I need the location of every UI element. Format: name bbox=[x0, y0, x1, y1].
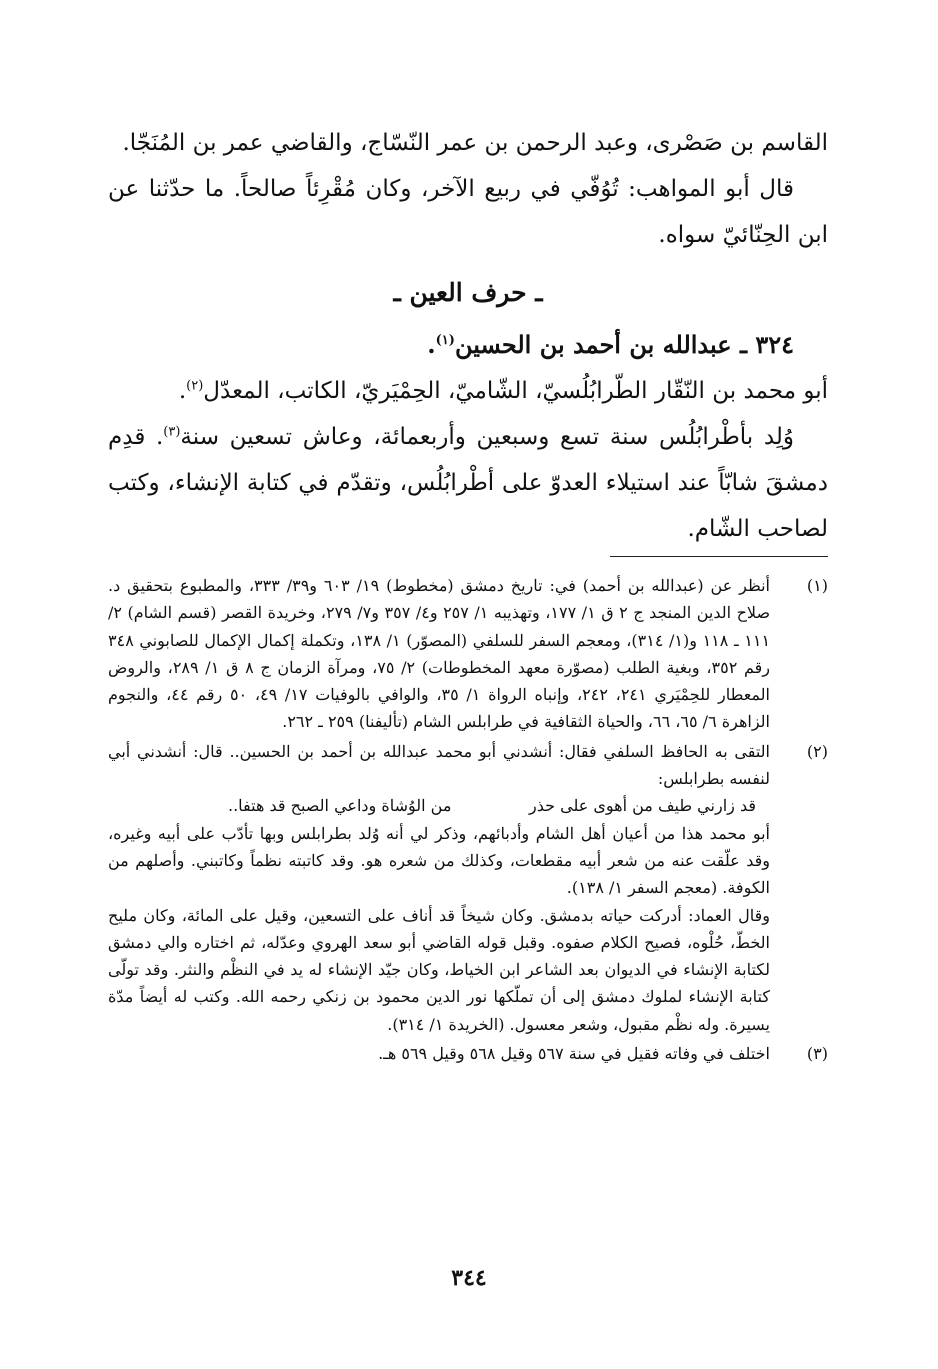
verse-first-hemistich: قد زارني طيف من أهوى على حذر bbox=[529, 796, 756, 816]
footnote-intro: التقى به الحافظ السلفي فقال: أنشدني أبو محمد عبدالله بن أحمد بن الحسين.. قال: أنشدني أبي لنفسه بطرابلس: bbox=[108, 741, 771, 789]
footnote-3 bbox=[108, 1040, 828, 1067]
poem-verse bbox=[108, 792, 770, 819]
footnote-ref-1: (١) bbox=[435, 333, 455, 348]
footnote-ref-3: (٣) bbox=[163, 424, 181, 440]
entry-heading-end: . bbox=[427, 330, 436, 359]
entry-heading-text: ٣٢٤ ـ عبدالله بن أحمد بن الحسين bbox=[454, 330, 794, 359]
footnote-1 bbox=[108, 572, 828, 736]
birth-text: وُلِد بأطْرابُلُس سنة تسع وسبعين وأربعمائة، وعاش تسعين سنة bbox=[180, 424, 795, 450]
footnote-paragraph: أبو محمد هذا من أعيان أهل الشام وأدبائهم، وذكر لي أنه وُلد بطرابلس وبها تأدّب على أبيه وغيره، وقد علّقت عنه من شعر أبيه مقطعات، وكذلك من شعره هو. وقد كاتبته نظماً وكاتبني. وأصلهم من الكوفة. (معجم السفر ١/ ١٣٨). bbox=[108, 823, 771, 898]
entry-names-end: . bbox=[178, 378, 187, 404]
footnote-separator bbox=[610, 556, 828, 557]
entry-names bbox=[108, 368, 828, 414]
entry-names-text: أبو محمد بن النّقّار الطّرابُلُسيّ، الشّاميّ، الحِمْيَريّ، الكاتب، المعدّل bbox=[203, 378, 828, 404]
main-text bbox=[108, 120, 828, 552]
footnote-number: (٣) bbox=[806, 1044, 828, 1064]
footnote-paragraph: وقال العماد: أدركت حياته بدمشق. وكان شيخاً قد أناف على التسعين، وقيل على المائة، وكان مليح الخطّ، حُلْوه، فصيح الكلام صفوه. وقبل قوله القاضي أبو سعد الهروي وعدّله، ثم اختاره والي دمشق لكتابة الإنشاء في الديوان بعد الشاعر ابن الخياط، وكان جيّد الإنشاء له يد في النظْم والنثر. وقد تولّى كتابة الإنشاء لملوك دمشق إلى أن تملّكها نور الدين محمود بن زنكي رحمه الله. وكتب له أيضاً مدّة يسيرة. وله نظْم مقبول، وشعر معسول. (الخريدة ١/ ٣١٤). bbox=[108, 905, 771, 1034]
page-number: ٣٤٤ bbox=[451, 1265, 487, 1291]
continuation-line: القاسم بن صَصْرى، وعبد الرحمن بن عمر النّسّاج، والقاضي عمر بن المُنَجّا. bbox=[122, 130, 828, 156]
entry-heading bbox=[108, 322, 828, 368]
entry-biography bbox=[108, 414, 828, 552]
verse-second-hemistich: من الوُشاة وداعي الصبح قد هتفا.. bbox=[228, 796, 452, 816]
career-text: . قدِم دمشقَ شابّاً عند استيلاء العدوّ على أطْرابُلُس، وتقدّم في كتابة الإنشاء، وكتب لصاحب الشّام. bbox=[108, 424, 828, 542]
footnote-2 bbox=[108, 738, 828, 1038]
footnotes bbox=[108, 572, 828, 1069]
abu-al-mawahib-paragraph: قال أبو المواهب: تُوُفّي في ربيع الآخر، وكان مُقْرِئاً صالحاً. ما حدّثنا عن ابن الحِنّائيّ سواه. bbox=[108, 176, 828, 248]
section-heading: ـ حرف العين ـ bbox=[393, 278, 543, 307]
footnote-text: أنظر عن (عبدالله بن أحمد) في: تاريخ دمشق (مخطوط) ١٩/ ٦٠٣ و٣٩/ ٣٣٣، والمطبوع بتحقيق د. صلاح الدين المنجد ج ٢ ق ١/ ١٧٧، وتهذيبه ١/ ٢٥٧ و٤/ ٣٥٧ و٧/ ٢٧٩، وخريدة القصر (قسم الشام) ٢/ ١١١ ـ ١١٨ و(١/ ٣١٤)، ومعجم السفر للسلفي (المصوّر) ١/ ١٣٨، وتكملة إكمال الإكمال للصابوني ٣٤٨ رقم ٣٥٢، وبغية الطلب (مصوّرة معهد المخطوطات) ٢/ ٧٥، ومرآة الزمان ج ٨ ق ١/ ٢٨٩، والروض المعطار للحِمْيَري ٢٤١، ٢٤٢، وإنباه الرواة ١/ ٣٥، والوافي بالوفيات ١٧/ ٤٩، ٥٠ رقم ٤٤، والنجوم الزاهرة ٦/ ٦٥، ٦٦، والحياة الثقافية في طرابلس الشام (تأليفنا) ٢٥٩ ـ ٢٦٢. bbox=[108, 576, 771, 732]
footnote-ref-2: (٢) bbox=[186, 378, 204, 394]
footnote-text: اختلف في وفاته فقيل في سنة ٥٦٧ وقيل ٥٦٨ وقيل ٥٦٩ هـ. bbox=[378, 1044, 770, 1064]
footnote-number: (٢) bbox=[806, 741, 828, 761]
footnote-number: (١) bbox=[806, 576, 828, 595]
